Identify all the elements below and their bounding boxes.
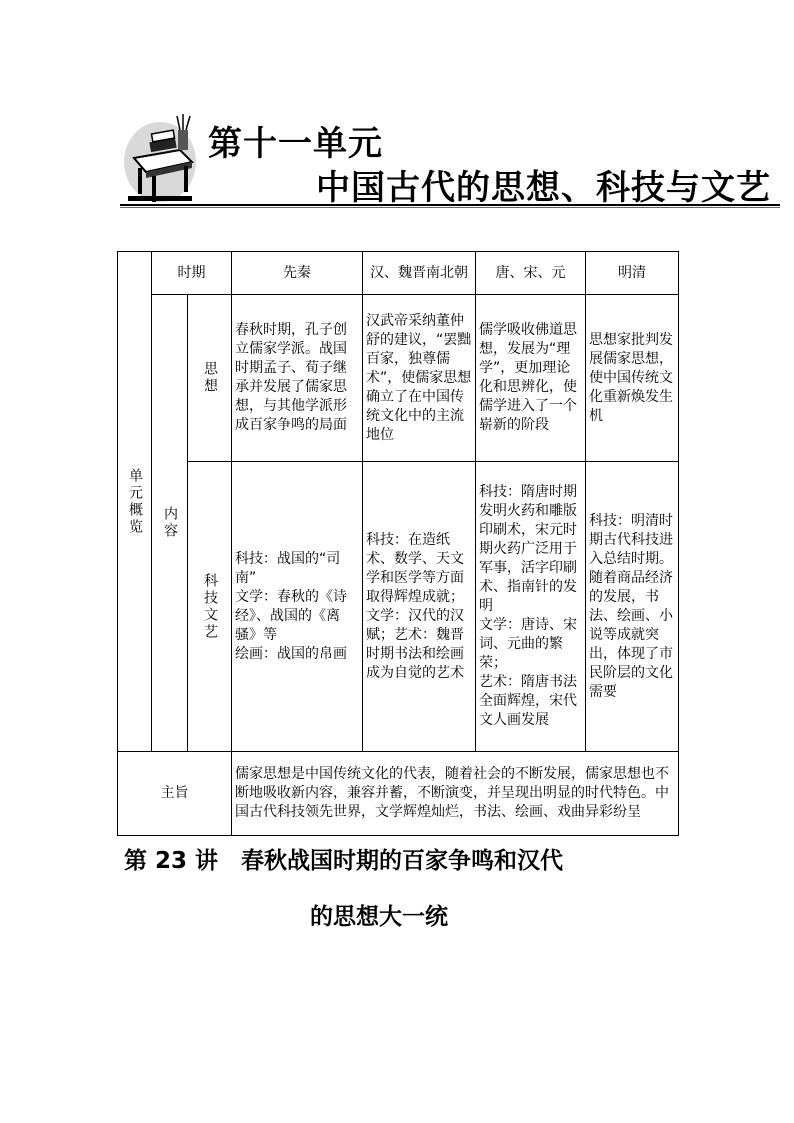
thought-cell: 思想家批判发展儒家思想，使中国传统文化重新焕发生机 bbox=[586, 295, 679, 462]
theme-cell: 儒家思想是中国传统文化的代表，随着社会的不断发展，儒家思想也不断地吸收新内容，兼容并蓄，不断演变，并呈现出明显的时代特色。中国古代科技领先世界，文学辉煌灿烂，书法、绘画、戏曲异彩纷呈 bbox=[232, 752, 679, 836]
overview-label-cell bbox=[118, 252, 152, 752]
theme-row bbox=[118, 752, 679, 836]
unit-subtitle: 中国古代的思想、科技与文艺 bbox=[316, 168, 771, 208]
thought-label-cell bbox=[188, 295, 232, 462]
tech-cell: 科技：明清时期古代科技进入总结时期。随着商品经济的发展，书法、绘画、小说等成就突出，体现了市民阶层的文化需要 bbox=[586, 462, 679, 752]
tech-label: 科技文艺 bbox=[202, 572, 218, 641]
tech-row bbox=[118, 462, 679, 752]
period-label: 时期 bbox=[152, 252, 232, 295]
period-header: 明清 bbox=[586, 252, 679, 295]
unit-title: 第十一单元 bbox=[208, 124, 383, 164]
thought-cell: 汉武帝采纳董仲舒的建议，“罢黜百家，独尊儒术”，使儒家思想确立了在中国传统文化中的主流地位 bbox=[363, 295, 476, 462]
content-label-cell bbox=[152, 295, 188, 752]
tech-cell: 科技：隋唐时期发明火药和雕版印刷术，宋元时期火药广泛用于军事，活字印刷术、指南针的发明 文学：唐诗、宋词、元曲的繁荣； 艺术：隋唐书法全面辉煌，宋代文人画发展 bbox=[476, 462, 586, 752]
period-header: 唐、宋、元 bbox=[476, 252, 586, 295]
tech-label-cell bbox=[188, 462, 232, 752]
tech-cell: 科技：在造纸术、数学、天文学和医学等方面取得辉煌成就；文学：汉代的汉赋；艺术：魏晋时期书法和绘画成为自觉的艺术 bbox=[363, 462, 476, 752]
overview-label: 单元概览 bbox=[127, 467, 143, 536]
unit-overview-table bbox=[117, 251, 679, 836]
period-header: 汉、魏晋南北朝 bbox=[363, 252, 476, 295]
tech-cell: 科技：战国的“司南” 文学：春秋的《诗经》、战国的《离骚》等 绘画：战国的帛画 bbox=[232, 462, 363, 752]
content-label: 内容 bbox=[162, 506, 178, 540]
lesson-title-line1: 第 23 讲 春秋战国时期的百家争鸣和汉代 bbox=[124, 848, 564, 874]
thought-cell: 儒学吸收佛道思想，发展为“理学”，更加理论化和思辨化，使儒学进入了一个崭新的阶段 bbox=[476, 295, 586, 462]
theme-label: 主旨 bbox=[118, 752, 232, 836]
lesson-title-line2: 的思想大一统 bbox=[310, 904, 448, 930]
thought-cell: 春秋时期，孔子创立儒家学派。战国时期孟子、荀子继承并发展了儒家思想，与其他学派形成百家争鸣的局面 bbox=[232, 295, 363, 462]
thought-row bbox=[118, 295, 679, 462]
thought-label: 思想 bbox=[202, 361, 218, 395]
period-header: 先秦 bbox=[232, 252, 363, 295]
period-row bbox=[118, 252, 679, 295]
